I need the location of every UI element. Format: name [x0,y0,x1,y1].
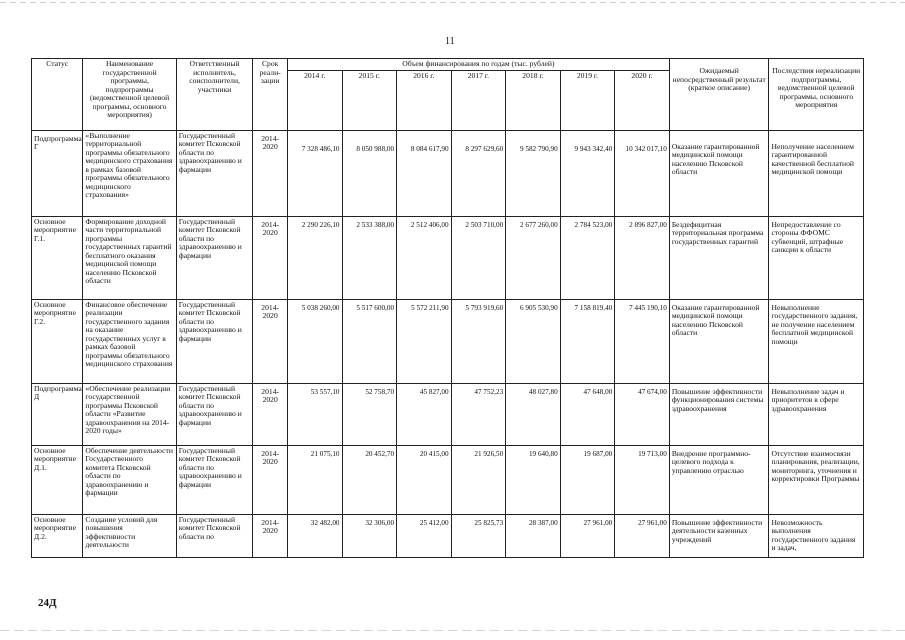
row-value: 9 582 790,90 [506,130,561,216]
row-term: 2014-2020 [253,299,288,383]
row-status: Основное мероприятие Г.1. [32,216,83,299]
row-consequences: Непредоставление со стороны ФФОМС субвенций, штрафные санкции к области [769,216,864,299]
footer-code: 24Д [38,597,57,609]
row-value: 20 415,00 [397,445,452,514]
row-consequences: Отсутствие взаимосвязи планирования, реализации, мониторинга, уточнения и корректировки Программы [769,445,864,514]
header-year: 2014 г. [287,70,342,130]
row-value: 8 084 617,90 [397,130,452,216]
header-executor: Ответственный исполнитель, соисполнители, участники [176,59,253,131]
row-value: 7 328 486,10 [287,130,342,216]
row-value: 47 648,00 [560,383,615,445]
row-name: Обеспечение деятельности Государственного комитета Псковской области по здравоохранению и фармации [83,445,176,514]
row-value: 19 640,80 [506,445,561,514]
row-value: 32 306,00 [342,514,397,557]
row-executor: Государственный комитет Псковской области по здравоохранению и фармации [176,299,253,383]
header-year: 2019 г. [560,70,615,130]
header-year: 2016 г. [397,70,452,130]
row-value: 2 533 388,00 [342,216,397,299]
row-value: 8 050 988,00 [342,130,397,216]
row-value: 2 290 226,10 [287,216,342,299]
page-number: 11 [445,36,455,47]
row-result: Повышение эффективности деятельности казенных учреждений [669,514,769,557]
row-term: 2014-2020 [253,130,288,216]
row-value: 21 075,10 [287,445,342,514]
row-term: 2014-2020 [253,216,288,299]
row-executor: Государственный комитет Псковской области по здравоохранению и фармации [176,445,253,514]
row-value: 52 758,70 [342,383,397,445]
header-name: Наименование государственной программы, подпрограммы (ведомственной целевой программы, основного мероприятия) [83,59,176,131]
row-name: «Обеспечение реализации государственной программы Псковской области «Развитие здравоохранения на 2014-2020 годы» [83,383,176,445]
scan-artifact-top [0,2,905,3]
header-consequences: Последствия нереализации подпрограммы, ведомственной целевой программы, основного мероприятия [769,59,864,131]
row-value: 2 784 523,00 [560,216,615,299]
header-result: Ожидаемый непосредственный результат (краткое описание) [669,59,769,131]
funding-table [31,58,864,558]
row-value: 2 512 406,00 [397,216,452,299]
table-row [32,216,864,299]
row-result: Бездефицитная территориальная программа государственных гарантий [669,216,769,299]
row-value: 47 752,23 [451,383,506,445]
table-row [32,130,864,216]
row-value: 5 517 600,00 [342,299,397,383]
row-term: 2014-2020 [253,445,288,514]
row-value: 2 503 710,00 [451,216,506,299]
row-status: Основное мероприятие Д.1. [32,445,83,514]
row-status: Основное мероприятие Г.2. [32,299,83,383]
row-value: 27 961,00 [560,514,615,557]
row-value: 32 482,00 [287,514,342,557]
row-value: 7 158 819,40 [560,299,615,383]
row-status: Основное мероприятие Д.2. [32,514,83,557]
row-executor: Государственный комитет Псковской области по [176,514,253,557]
row-value: 48 027,80 [506,383,561,445]
row-value: 8 297 629,60 [451,130,506,216]
row-term: 2014-2020 [253,383,288,445]
row-executor: Государственный комитет Псковской области по здравоохранению и фармации [176,383,253,445]
row-value: 19 687,00 [560,445,615,514]
row-value: 45 827,00 [397,383,452,445]
row-value: 21 926,50 [451,445,506,514]
row-value: 9 943 342,40 [560,130,615,216]
row-value: 5 793 919,60 [451,299,506,383]
row-value: 25 825,73 [451,514,506,557]
row-name: «Выполнение территориальной программы обязательного медицинского страхования в рамках базовой программы обязательного медицинского страхования» [83,130,176,216]
row-result: Внедрение программно-целевого подхода к управлению отраслью [669,445,769,514]
row-value: 27 961,00 [615,514,670,557]
row-value: 7 445 190,10 [615,299,670,383]
row-value: 47 674,00 [615,383,670,445]
header-year: 2017 г. [451,70,506,130]
row-term: 2014-2020 [253,514,288,557]
scan-artifact-bottom [0,630,905,631]
row-executor: Государственный комитет Псковской области по здравоохранению и фармации [176,216,253,299]
table-row [32,383,864,445]
row-consequences: Неполучение населением гарантированной качественной бесплатной медицинской помощи [769,130,864,216]
table-row [32,299,864,383]
row-name: Формирование доходной части территориальной программы государственных гарантий бесплатного оказания медицинской помощи населению Псковской области [83,216,176,299]
row-consequences: Невыполнение государственного задания, не получение населением бесплатной медицинской помощи [769,299,864,383]
row-value: 5 572 211,90 [397,299,452,383]
row-value: 25 412,00 [397,514,452,557]
row-result: Оказание гарантированной медицинской помощи населению Псковской области [669,130,769,216]
row-result: Повышение эффективности функционирования системы здравоохранения [669,383,769,445]
row-name: Финансовое обеспечение реализации государственного задания на оказание государственных услуг в рамках базовой программы обязательного медицинского страхования [83,299,176,383]
row-consequences: Невозможность выполнения государственного задания и задач, [769,514,864,557]
row-value: 28 387,00 [506,514,561,557]
header-funding: Объем финансирования по годам (тыс. рублей) [287,59,669,71]
row-value: 20 452,70 [342,445,397,514]
row-value: 10 342 017,10 [615,130,670,216]
row-value: 2 896 827,00 [615,216,670,299]
row-value: 19 713,00 [615,445,670,514]
header-year: 2020 г. [615,70,670,130]
row-value: 53 557,10 [287,383,342,445]
table-row [32,514,864,557]
row-consequences: Невыполнение задач и приоритетов в сфере здравоохранения [769,383,864,445]
row-status: Подпрограмма Г [32,130,83,216]
row-name: Создание условий для повышения эффективности деятельности [83,514,176,557]
header-year: 2015 г. [342,70,397,130]
row-status: Подпрограмма Д [32,383,83,445]
header-term: Срок реали-зации [253,59,288,131]
row-value: 5 038 260,00 [287,299,342,383]
table-row [32,445,864,514]
header-status: Статус [32,59,83,131]
row-value: 6 905 530,90 [506,299,561,383]
row-executor: Государственный комитет Псковской области по здравоохранению и фармации [176,130,253,216]
header-year: 2018 г. [506,70,561,130]
row-result: Оказание гарантированной медицинской помощи населению Псковской области [669,299,769,383]
row-value: 2 677 260,00 [506,216,561,299]
